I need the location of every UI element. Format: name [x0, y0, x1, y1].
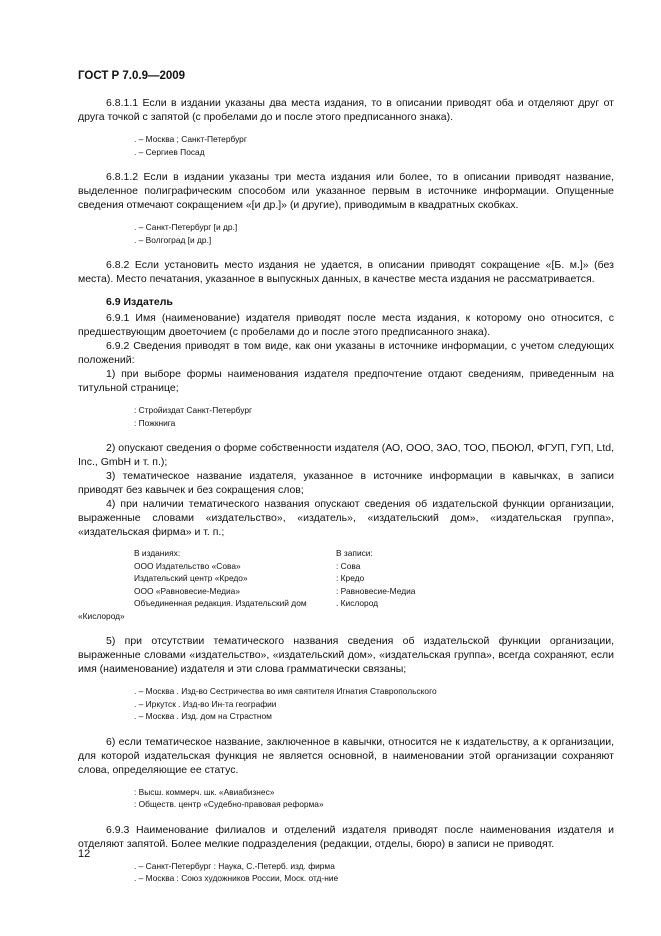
example-line: : Обществ. центр «Судебно-правовая реформа» — [134, 799, 324, 809]
example-block — [134, 404, 614, 429]
example-line: . – Сергиев Посад — [134, 146, 205, 157]
example-line: . – Москва . Изд-во Сестричества во имя святителя Игнатия Ставропольского — [134, 686, 437, 696]
example-block — [134, 860, 614, 885]
table-cell: : Сова — [336, 560, 361, 571]
table-cell: : Равновесие-Медиа — [336, 585, 416, 596]
section-heading-6-9: 6.9 Издатель — [106, 296, 173, 308]
section-6-8-2: 6.8.2 Если установить место издания не удается, в описании приводят сокращение «[Б. м.]» (без места). Место печатания, указанное в выпускных данных, в качестве места издания не рассматривается. — [78, 259, 614, 285]
example-line: . – Москва . Изд. дом на Страстном — [134, 711, 272, 721]
example-line: . – Москва : Союз художников России, Моск. отд-ние — [134, 873, 339, 883]
list-item-6: 6) если тематическое название, заключенное в кавычки, относится не к издательству, а к организации, для которой издательская функция не является основной, в наименовании этой организации сохраняют слова, определяющие ее статус. — [78, 735, 614, 776]
example-block — [134, 221, 614, 246]
section-6-9-1: 6.9.1 Имя (наименование) издателя приводят после места издания, к которому оно относится, с предшествующим двоеточием (с пробелами до и после этого предписанного знака). — [78, 312, 614, 338]
table-cell: ООО «Равновесие-Медиа» — [134, 585, 240, 596]
example-line: : Пожкнига — [134, 417, 176, 428]
table-cell: ООО Издательство «Сова» — [134, 560, 241, 571]
comparison-table — [78, 547, 614, 622]
list-item-3: 3) тематическое название издателя, указанное в источнике информации в кавычках, в записи приводят без кавычек и без сокращения слов; — [78, 470, 614, 496]
example-line: . – Москва ; Санкт-Петербург — [134, 134, 247, 144]
list-item-2: 2) опускают сведения о форме собственности издателя (АО, ООО, ЗАО, ТОО, ПБОЮЛ, ФГУП, ГУП, Ltd, Inc., GmbH и т. п.); — [78, 442, 614, 468]
table-cell: «Кислород» — [78, 610, 125, 621]
example-block — [134, 786, 614, 811]
in-publications-column — [78, 547, 336, 622]
list-item-4: 4) при наличии тематического названия опускают сведения об издательской функции организации, выраженные словами «издательство», «издатель», «издательский дом», «издательская группа», «издательская фирма» и т. п.; — [78, 498, 614, 538]
column-header: В изданиях: — [134, 548, 181, 558]
example-line: . – Волгоград [и др.] — [134, 234, 212, 245]
in-record-column — [336, 547, 415, 622]
example-block — [134, 685, 614, 723]
example-line: . – Санкт-Петербург [и др.] — [134, 222, 238, 232]
section-6-8-1-1: 6.8.1.1 Если в издании указаны два места издания, то в описании приводят оба и отделяют друг от друга точкой с запятой (с пробелами до и после этого предписанного знака). — [78, 97, 614, 123]
list-item-5: 5) при отсутствии тематического названия сведения об издательской функции организации, выраженные словами «издательство», «издательский дом», «издательская группа», всегда сохраняют, если имя (наименование) издателя и эти слова грамматически связаны; — [78, 635, 614, 675]
table-cell: : Кредо — [336, 573, 365, 583]
page-content — [78, 96, 614, 897]
standard-header: ГОСТ Р 7.0.9—2009 — [78, 70, 186, 82]
example-block — [134, 133, 614, 158]
table-cell: Объединенная редакция. Издательский дом — [134, 598, 307, 608]
example-line: : Высш. коммерч. шк. «Авиабизнес» — [134, 786, 275, 797]
table-cell: . Кислород — [336, 598, 379, 608]
example-line: . – Санкт-Петербург : Наука, С.-Петерб. изд. фирма — [134, 860, 335, 871]
table-cell: Издательский центр «Кредо» — [134, 573, 248, 583]
section-6-9-3: 6.9.3 Наименование филиалов и отделений издателя приводят после наименования издателя и отделяют запятой. Более мелкие подразделения (редакции, отделы, бюро) в записи не приводят. — [78, 823, 614, 850]
list-item-1: 1) при выборе формы наименования издателя предпочтение отдают сведениям, приведенным на титульной странице; — [78, 368, 614, 394]
example-line: . – Иркутск . Изд-во Ин-та географии — [134, 698, 277, 709]
page-number: 12 — [78, 848, 91, 860]
example-line: : Стройиздат Санкт-Петербург — [134, 405, 253, 415]
section-6-8-1-2: 6.8.1.2 Если в издании указаны три места издания или более, то в описании приводят название, выделенное полиграфическим способом или указанное первым в источнике информации. Опущенные сведения отмечают сокращением «[и др.]» (и другие), приводимым в квадратных скобках. — [78, 171, 614, 211]
section-6-9-2: 6.9.2 Сведения приводят в том виде, как они указаны в источнике информации, с учетом следующих положений: — [78, 340, 614, 366]
column-header: В записи: — [336, 548, 373, 558]
